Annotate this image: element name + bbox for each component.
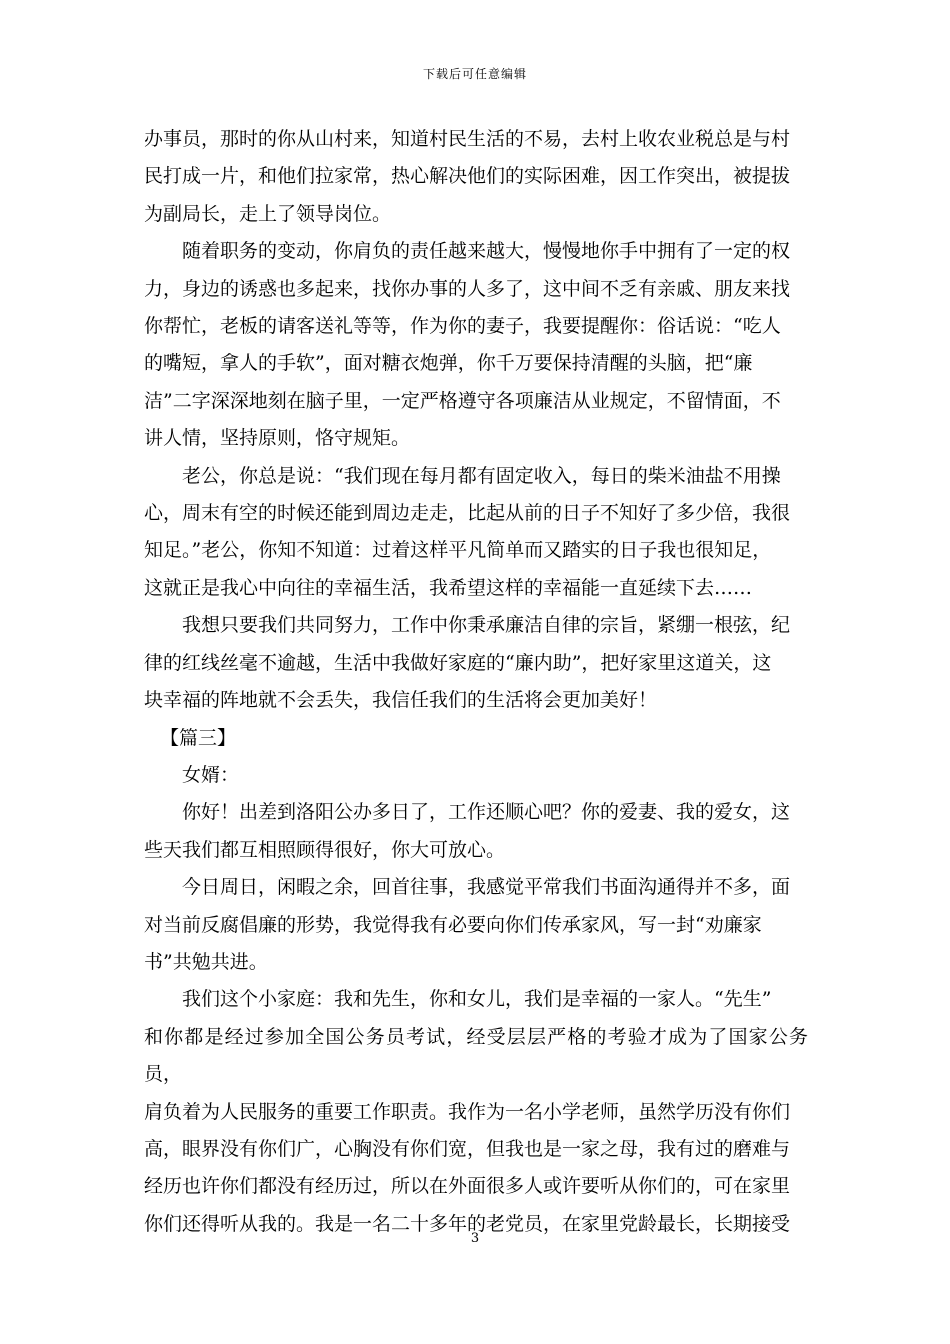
text-line: 力，身边的诱惑也多起来，找你办事的人多了，这中间不乏有亲戚、朋友来找 <box>144 277 791 300</box>
paragraph-2 <box>144 233 808 457</box>
text-line: 对当前反腐倡廉的形势，我觉得我有必要向你们传承家风，写一封“劝廉家 <box>144 913 762 936</box>
text-line: 心，周末有空的时候还能到周边走走，比起从前的日子不知好了多少倍，我很 <box>144 502 791 525</box>
paragraph-6 <box>144 869 808 981</box>
paragraph-3 <box>144 458 808 608</box>
text-line: 你好！出差到洛阳公办多日了，工作还顺心吧？你的爱妻、我的爱女，这 <box>144 801 791 824</box>
text-line: 女婿： <box>144 763 240 786</box>
text-line: 高，眼界没有你们广，心胸没有你们宽，但我也是一家之母，我有过的磨难与 <box>144 1137 791 1160</box>
paragraph-5 <box>144 794 808 869</box>
text-line: 你们还得听从我的。我是一名二十多年的老党员，在家里党龄最长，长期接受 <box>144 1212 791 1235</box>
paragraph-4 <box>144 607 808 719</box>
text-line: 民打成一片，和他们拉家常，热心解决他们的实际困难，因工作突出，被提拔 <box>144 165 791 188</box>
text-line: 肩负着为人民服务的重要工作职责。我作为一名小学老师，虽然学历没有你们 <box>144 1100 791 1123</box>
section-heading: 【篇三】 <box>160 726 237 749</box>
text-line: 律的红线丝毫不逾越，生活中我做好家庭的“廉内助”，把好家里这道关，这 <box>144 651 772 674</box>
text-line: 办事员，那时的你从山村来，知道村民生活的不易，去村上收农业税总是与村 <box>144 128 791 150</box>
text-line: 我想只要我们共同努力，工作中你秉承廉洁自律的宗旨，紧绷一根弦，纪 <box>144 614 791 637</box>
text-line: 讲人情，坚持原则，恪守规矩。 <box>144 427 411 450</box>
text-line: 我们这个小家庭：我和先生，你和女儿，我们是幸福的一家人。“先生” <box>144 988 772 1011</box>
text-line: 书”共勉共进。 <box>144 950 268 973</box>
document-body <box>144 121 808 1243</box>
text-line: 随着职务的变动，你肩负的责任越来越大，慢慢地你手中拥有了一定的权 <box>144 240 791 263</box>
text-line: 你帮忙，老板的请客送礼等等，作为你的妻子，我要提醒你：俗话说：“吃人 <box>144 315 781 338</box>
text-line: 知足。”老公，你知不知道：过着这样平凡简单而又踏实的日子我也很知足， <box>144 539 772 562</box>
text-line: 经历也许你们都没有经历过，所以在外面很多人或许要听从你们的，可在家里 <box>144 1175 791 1198</box>
text-line: 洁”二字深深地刻在脑子里，一定严格遵守各项廉洁从业规定，不留情面，不 <box>144 389 781 412</box>
page-number: 3 <box>470 1231 480 1246</box>
text-line: 这就正是我心中向往的幸福生活，我希望这样的幸福能一直延续下去…… <box>144 576 753 599</box>
text-line: 块幸福的阵地就不会丢失，我信任我们的生活将会更加美好！ <box>144 689 658 712</box>
text-line: 今日周日，闲暇之余，回首往事，我感觉平常我们书面沟通得并不多，面 <box>144 876 791 899</box>
text-line: 和你都是经过参加全国公务员考试，经受层层严格的考验才成为了国家公务员， <box>144 1025 808 1086</box>
paragraph-1 <box>144 121 808 233</box>
text-line: 的嘴短，拿人的手软”，面对糖衣炮弹，你千万要保持清醒的头脑，把“廉 <box>144 352 753 375</box>
page-header: 下载后可任意编辑 <box>422 67 527 81</box>
text-line: 些天我们都互相照顾得很好，你大可放心。 <box>144 838 506 861</box>
salutation <box>144 757 808 794</box>
text-line: 老公，你总是说：“我们现在每月都有固定收入，每日的柴米油盐不用操 <box>144 464 781 487</box>
paragraph-7 <box>144 981 808 1243</box>
text-line: 为副局长，走上了领导岗位。 <box>144 202 392 225</box>
